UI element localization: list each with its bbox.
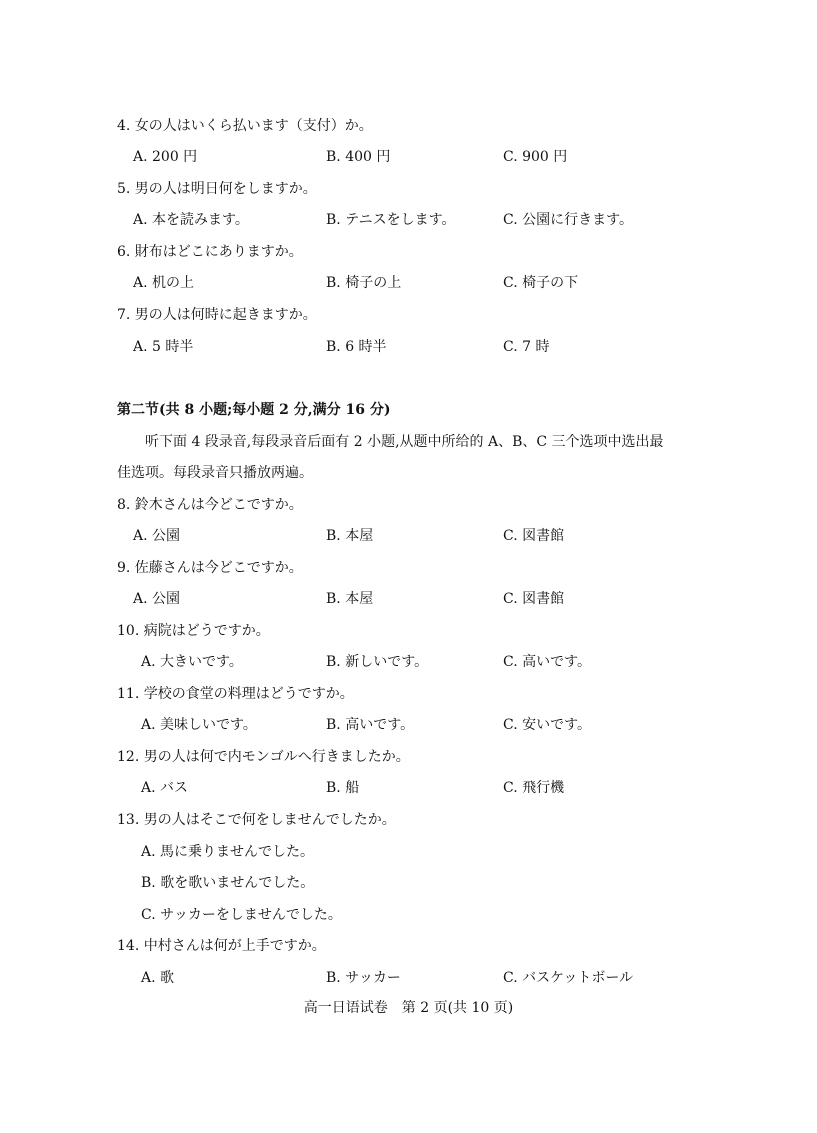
option-c: C. 図書館 <box>503 528 565 544</box>
question-9: 9. 佐藤さんは今どこですか。 <box>117 560 303 576</box>
option-c: C. サッカーをしませんでした。 <box>141 907 342 923</box>
options-5 <box>133 210 753 230</box>
option-a: A. 200 円 <box>133 149 198 165</box>
option-a: A. 5 時半 <box>133 339 194 355</box>
question-11: 11. 学校の食堂の料理はどうですか。 <box>117 686 354 702</box>
option-b: B. 船 <box>326 780 360 796</box>
options-7 <box>133 337 753 357</box>
option-b: B. テニスをします。 <box>326 212 456 228</box>
section-instruction-line2: 佳选项。每段录音只播放两遍。 <box>117 465 313 481</box>
option-b: B. 本屋 <box>326 528 374 544</box>
page-footer: 高一日语试卷 第 2 页(共 10 页) <box>303 1000 514 1016</box>
section-instruction-line1: 听下面 4 段录音,每段录音后面有 2 小题,从题中所给的 A、B、C 三个选项中选出最 <box>145 434 664 450</box>
option-c: C. 安いです。 <box>503 717 591 733</box>
question-4: 4. 女の人はいくら払います（支付）か。 <box>117 118 373 134</box>
question-5: 5. 男の人は明日何をしますか。 <box>117 181 317 197</box>
question-6: 6. 財布はどこにありますか。 <box>117 244 303 260</box>
option-a: A. 机の上 <box>133 275 195 291</box>
option-b: B. 本屋 <box>326 591 374 607</box>
option-a: A. バス <box>141 780 189 796</box>
options-12 <box>141 778 761 798</box>
option-a: A. 大きいです。 <box>141 654 243 670</box>
options-8 <box>133 526 753 546</box>
option-a: A. 公園 <box>133 528 181 544</box>
options-6 <box>133 273 753 293</box>
option-c: C. 900 円 <box>503 149 568 165</box>
question-12: 12. 男の人は何で内モンゴルへ行きましたか。 <box>117 749 410 765</box>
option-c: C. 7 時 <box>503 339 550 355</box>
option-b: B. 新しいです。 <box>326 654 429 670</box>
options-9 <box>133 589 753 609</box>
option-c: C. 飛行機 <box>503 780 565 796</box>
option-a: A. 馬に乗りませんでした。 <box>141 844 315 860</box>
options-4 <box>133 147 753 167</box>
option-c: C. 椅子の下 <box>503 275 579 291</box>
question-13: 13. 男の人はそこで何をしませんでしたか。 <box>117 812 396 828</box>
question-8: 8. 鈴木さんは今どこですか。 <box>117 497 303 513</box>
option-c: C. 公園に行きます。 <box>503 212 633 228</box>
option-c: C. 高いです。 <box>503 654 591 670</box>
question-7: 7. 男の人は何時に起きますか。 <box>117 307 317 323</box>
option-b: B. サッカー <box>326 970 401 986</box>
option-a: A. 公園 <box>133 591 181 607</box>
option-b: B. 椅子の上 <box>326 275 402 291</box>
options-14 <box>141 968 761 988</box>
question-10: 10. 病院はどうですか。 <box>117 623 270 639</box>
options-10 <box>141 652 761 672</box>
option-b: B. 6 時半 <box>326 339 387 355</box>
option-a: A. 本を読みます。 <box>133 212 249 228</box>
section-title: 第二节(共 8 小题;每小题 2 分,满分 16 分) <box>117 402 391 418</box>
option-b: B. 高いです。 <box>326 717 415 733</box>
option-c: C. バスケットボール <box>503 970 634 986</box>
option-b: B. 歌を歌いませんでした。 <box>141 875 315 891</box>
question-14: 14. 中村さんは何が上手ですか。 <box>117 938 326 954</box>
options-11 <box>141 715 761 735</box>
option-c: C. 図書館 <box>503 591 565 607</box>
option-a: A. 美味しいです。 <box>141 717 257 733</box>
option-b: B. 400 円 <box>326 149 391 165</box>
option-a: A. 歌 <box>141 970 175 986</box>
